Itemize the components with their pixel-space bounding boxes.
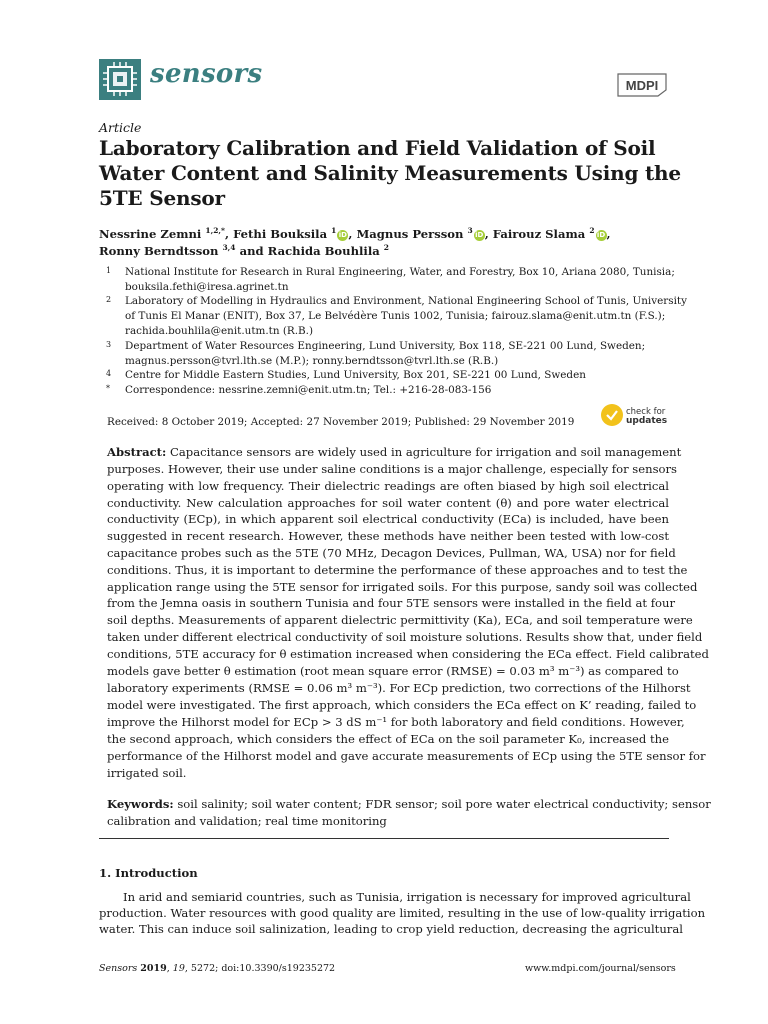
intro-line: water. This can induce soil salinization, leading to crop yield reduction, decreasing the agricultural: [99, 922, 683, 936]
author-affiliation: 1: [331, 226, 337, 236]
affiliation-email[interactable]: rachida.bouhlila@enit.utm.tn (R.B.): [125, 325, 314, 337]
abstract-line: irrigated soil.: [107, 766, 187, 780]
affiliation-line: of Tunis El Manar (ENIT), Box 37, Le Belvédère Tunis 1002, Tunisia; fairouz.slama@enit.utm.tn (F.S.);: [125, 310, 666, 322]
abstract-line: suggested in recent research. However, these methods have neither been tested with low-cost: [107, 529, 669, 543]
abstract-label: Abstract:: [107, 445, 167, 459]
orcid-icon[interactable]: iD: [338, 231, 347, 239]
abstract-line: model were investigated. The first approach, which considers the ECa effect on K’ reading, failed to: [107, 698, 697, 712]
title-line: 5TE Sensor: [99, 186, 225, 210]
orcid-icon[interactable]: iD: [596, 231, 606, 239]
abstract-line: conductivity (ECp), in which apparent soil electrical conductivity (ECa) is included, have been: [107, 512, 669, 526]
title-line: Water Content and Salinity Measurements Using the: [99, 161, 681, 185]
intro-line: production. Water resources with good quality are limited, resulting in the use of low-quality irrigation: [99, 906, 706, 920]
orcid-icon[interactable]: iD: [475, 231, 484, 239]
author-conjunction: and: [239, 244, 264, 258]
author-affiliation: 2: [383, 243, 390, 253]
affiliation-number: 2: [106, 295, 112, 304]
abstract-line: Abstract: Capacitance sensors are widely used in agriculture for irrigation and soil management: [107, 445, 682, 459]
affiliation-email[interactable]: magnus.persson@tvrl.lth.se (M.P.); ronny.berndtsson@tvrl.lth.se (R.B.): [125, 355, 499, 367]
correspondence-marker: *: [106, 384, 110, 393]
article-type: Article: [99, 120, 142, 135]
affiliation-email[interactable]: bouksila.fethi@iresa.agrinet.tn: [125, 281, 289, 293]
author-name[interactable]: Fairouz Slama: [492, 227, 586, 241]
abstract-line: operating with low frequency. Their dielectric readings are often biased by high soil electrical: [107, 479, 669, 493]
author-affiliation: 3,4: [222, 243, 236, 253]
author-name[interactable]: Magnus Persson: [356, 227, 464, 241]
abstract-line: from the Jemna oasis in southern Tunisia and four 5TE sensors were installed in the field at four: [107, 596, 676, 610]
abstract-line: conditions, 5TE accuracy for θ estimation increased when considering the ECa effect. Field calibrated: [107, 647, 709, 661]
author-name[interactable]: Nessrine Zemni: [99, 227, 202, 241]
affiliation-line: Department of Water Resources Engineering, Lund University, Box 118, SE-221 00 Lund, Sweden;: [125, 340, 646, 352]
keywords-line: Keywords: soil salinity; soil water content; FDR sensor; soil pore water electrical conductivity; sensor: [107, 797, 711, 811]
correspondence-line[interactable]: Correspondence: nessrine.zemni@enit.utm.tn; Tel.: +216-28-083-156: [125, 384, 492, 396]
author-affiliation: 2: [589, 226, 595, 236]
affiliation-number: 3: [106, 340, 112, 349]
publisher-logo: [614, 70, 670, 98]
author-affiliation: 1,2,: [205, 226, 222, 236]
check-for-updates-label: check for: [626, 407, 666, 417]
abstract-line: conductivity. New calculation approaches for soil water content (θ) and pore water electrical: [107, 496, 669, 510]
author-list: [99, 244, 389, 258]
author-affiliation: 3: [467, 226, 473, 236]
journal-logo-icon: [99, 59, 141, 100]
citation-footer: Sensors 2019, 19, 5272; doi:10.3390/s19235272: [99, 963, 336, 974]
affiliation-number: 1: [106, 266, 112, 275]
affiliation-number: 4: [106, 369, 112, 378]
abstract-line: capacitance probes such as the 5TE (70 MHz, Decagon Devices, Pullman, WA, USA) nor for field: [107, 546, 676, 560]
publisher-name: MDPI: [625, 78, 659, 93]
check-for-updates-icon: [601, 404, 623, 426]
abstract-line: models gave better θ estimation (root mean square error (RMSE) = 0.03 m³ m⁻³) as compared to: [107, 664, 679, 678]
abstract-line: improve the Hilhorst model for ECp > 3 dS m⁻¹ for both laboratory and field conditions. However,: [107, 715, 685, 729]
affiliation-line: National Institute for Research in Rural Engineering, Water, and Forestry, Box 10, Ariana 2080, Tunisia;: [125, 266, 675, 278]
journal-name: sensors: [150, 59, 263, 89]
abstract-line: laboratory experiments (RMSE = 0.06 m³ m⁻³). For ECp prediction, two corrections of the Hilhorst: [107, 681, 691, 695]
author-name[interactable]: Fethi Bouksila: [233, 227, 328, 241]
abstract-line: soil depths. Measurements of apparent dielectric permittivity (Ka), ECa, and soil temperature were: [107, 613, 693, 627]
check-for-updates-label: updates: [626, 416, 668, 426]
abstract-line: taken under different electrical conductivity of soil moisture solutions. Results show that, under field: [107, 630, 703, 644]
publication-dates: Received: 8 October 2019; Accepted: 27 November 2019; Published: 29 November 2019: [107, 416, 575, 428]
abstract-line: purposes. However, their use under saline conditions is a major challenge, especially for sensors: [107, 462, 678, 476]
keywords-line: calibration and validation; real time monitoring: [107, 814, 387, 828]
section-divider: [99, 838, 669, 839]
keywords-label: Keywords:: [107, 797, 174, 811]
intro-line: In arid and semiarid countries, such as Tunisia, irrigation is necessary for improved agricultural: [123, 890, 691, 904]
abstract-line: conditions. Thus, it is important to determine the performance of these approaches and to test the: [107, 563, 688, 577]
abstract-line: the second approach, which considers the effect of ECa on the soil parameter K₀, increased the: [107, 732, 670, 746]
affiliation-line: Laboratory of Modelling in Hydraulics and Environment, National Engineering School of Tunis, University: [125, 295, 687, 307]
author-name[interactable]: Ronny Berndtsson: [99, 244, 219, 258]
abstract-line: performance of the Hilhorst model and gave accurate measurements of ECp using the 5TE sensor for: [107, 749, 706, 763]
title-line: Laboratory Calibration and Field Validation of Soil: [99, 136, 656, 160]
journal-url-link[interactable]: www.mdpi.com/journal/sensors: [525, 963, 676, 974]
author-name[interactable]: Rachida Bouhlila: [267, 244, 380, 258]
abstract-line: application range using the 5TE sensor for irrigated soils. For this purpose, sandy soil was collected: [107, 580, 698, 594]
affiliation-line: Centre for Middle Eastern Studies, Lund University, Box 201, SE-221 00 Lund, Sweden: [125, 369, 586, 381]
section-heading: 1. Introduction: [99, 866, 198, 880]
author-list: Nessrine Zemni $^{1,2,*}$, Fethi Bouksila $^1$ iD, Magnus Persson $^3$ iD, Fairouz Slama $^2$ iD,: [99, 226, 611, 241]
